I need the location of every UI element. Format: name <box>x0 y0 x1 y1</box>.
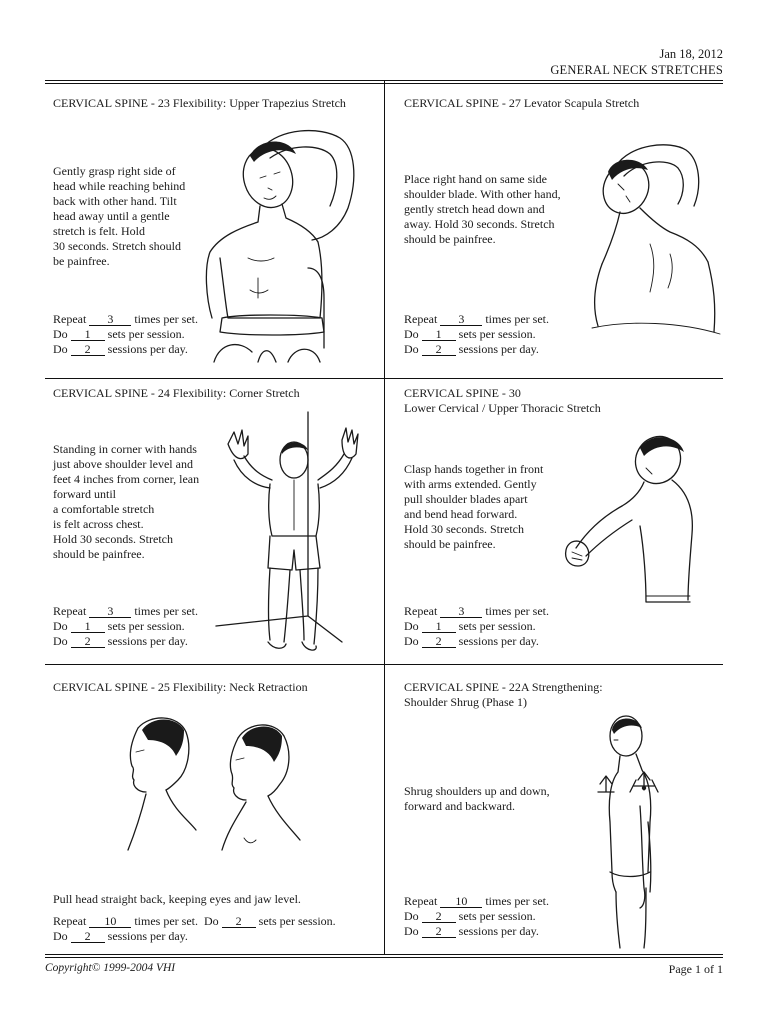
exercise-title: CERVICAL SPINE - 24 Flexibility: Corner Stretch <box>53 386 300 400</box>
exercise-instructions: Standing in corner with hands just above shoulder level and feet 4 inches from corner, lean forward until a comfortable stretch is felt across chest. Hold 30 seconds. Stretch should be painfree. <box>53 442 200 561</box>
sessions-count: 2 <box>422 635 456 648</box>
exercise-title: CERVICAL SPINE - 27 Levator Scapula Stretch <box>404 96 640 110</box>
exercise-instructions: Place right hand on same side shoulder blade. With other hand, gently stretch head down and away. Hold 30 seconds. Stretch should be painfree. <box>404 172 561 246</box>
repeat-count: 3 <box>89 313 131 326</box>
sessions-count: 2 <box>71 343 105 356</box>
thoracic-stretch-illustration <box>560 430 720 630</box>
sessions-count: 2 <box>71 930 105 943</box>
exercise-reps: Repeat 3 times per set. Do 1 sets per session. Do 2 sessions per day. <box>53 312 198 356</box>
sessions-count: 2 <box>422 343 456 356</box>
sessions-count: 2 <box>422 925 456 938</box>
exercise-instructions: Pull head straight back, keeping eyes and jaw level. <box>53 892 301 906</box>
page-number: Page 1 of 1 <box>668 962 723 976</box>
sets-count: 2 <box>422 910 456 923</box>
sessions-count: 2 <box>71 635 105 648</box>
neck-retraction-illustration <box>118 710 318 880</box>
repeat-count: 3 <box>440 605 482 618</box>
exercise-reps: Repeat 10 times per set. Do 2 sets per session. Do 2 sessions per day. <box>404 894 549 938</box>
exercise-reps: Repeat 3 times per set. Do 1 sets per session. Do 2 sessions per day. <box>404 312 549 356</box>
corner-stretch-illustration <box>212 410 382 658</box>
exercise-title: CERVICAL SPINE - 23 Flexibility: Upper Trapezius Stretch <box>53 96 346 110</box>
sets-count: 1 <box>422 328 456 341</box>
header-date: Jan 18, 2012 <box>659 47 723 61</box>
exercise-instructions: Clasp hands together in front with arms extended. Gently pull shoulder blades apart and bend head forward. Hold 30 seconds. Stretch should be painfree. <box>404 462 544 551</box>
sets-count: 1 <box>71 328 105 341</box>
exercise-title: CERVICAL SPINE - 30 Lower Cervical / Upper Thoracic Stretch <box>404 386 601 415</box>
repeat-count: 10 <box>440 895 482 908</box>
column-divider <box>384 80 385 955</box>
sets-count: 1 <box>71 620 105 633</box>
repeat-count: 10 <box>89 915 131 928</box>
exercise-instructions: Gently grasp right side of head while reaching behind back with other hand. Tilt head away until a gentle stretch is felt. Hold 30 seconds. Stretch should be painfree. <box>53 164 186 268</box>
header-title: GENERAL NECK STRETCHES <box>550 63 723 77</box>
exercise-instructions: Shrug shoulders up and down, forward and backward. <box>404 784 550 813</box>
exercise-reps: Repeat 10 times per set. Do 2 sets per session. Do 2 sessions per day. <box>53 914 336 943</box>
sets-count: 1 <box>422 620 456 633</box>
bottom-rule-double <box>45 957 723 958</box>
levator-scapula-stretch-illustration <box>590 136 725 336</box>
repeat-count: 3 <box>89 605 131 618</box>
exercise-reps: Repeat 3 times per set. Do 1 sets per session. Do 2 sessions per day. <box>404 604 549 648</box>
repeat-count: 3 <box>440 313 482 326</box>
exercise-title: CERVICAL SPINE - 22A Strengthening: Shoulder Shrug (Phase 1) <box>404 680 603 709</box>
copyright-notice: Copyright© 1999-2004 VHI <box>45 962 176 974</box>
exercise-reps: Repeat 3 times per set. Do 1 sets per session. Do 2 sessions per day. <box>53 604 198 648</box>
sets-count: 2 <box>222 915 256 928</box>
shoulder-shrug-illustration <box>596 712 706 952</box>
upper-trapezius-stretch-illustration <box>200 118 380 368</box>
exercise-title: CERVICAL SPINE - 25 Flexibility: Neck Retraction <box>53 680 308 694</box>
